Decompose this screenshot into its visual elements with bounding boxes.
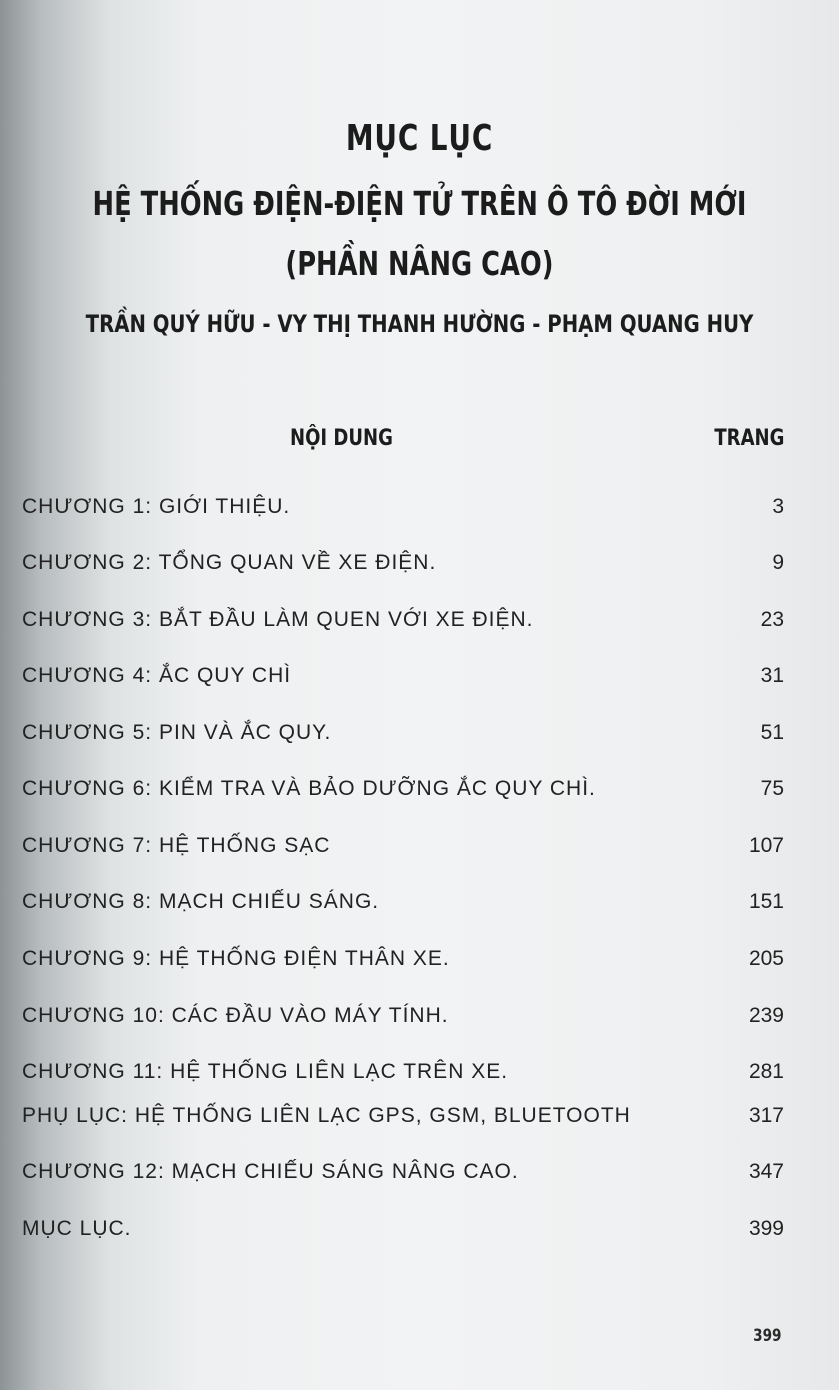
toc-entry-label: CHƯƠNG 4: ẮC QUY CHÌ	[22, 664, 292, 687]
toc-entry-label: CHƯƠNG 8: MẠCH CHIẾU SÁNG.	[22, 890, 380, 913]
toc-entry-page: 151	[748, 890, 784, 913]
toc-entry-page: 75	[760, 777, 784, 800]
toc-entry-page: 23	[760, 608, 784, 631]
page-column-header: TRANG	[713, 426, 784, 451]
toc-entry-page: 347	[748, 1160, 784, 1183]
toc-entry-page: 205	[748, 947, 784, 970]
page-number: 399	[752, 1326, 781, 1346]
toc-entry-label: CHƯƠNG 12: MẠCH CHIẾU SÁNG NÂNG CAO.	[22, 1160, 519, 1183]
book-title: HỆ THỐNG ĐIỆN-ĐIỆN TỬ TRÊN Ô TÔ ĐỜI MỚI	[92, 184, 747, 223]
toc-entry	[22, 1104, 784, 1134]
toc-entry-page: 317	[748, 1104, 784, 1127]
toc-entry	[22, 664, 784, 694]
toc-entry-label: CHƯƠNG 7: HỆ THỐNG SẠC	[22, 834, 331, 857]
toc-entry	[22, 721, 784, 751]
toc-entry-label: CHƯƠNG 1: GIỚI THIỆU.	[22, 495, 291, 518]
toc-entry	[22, 608, 784, 638]
toc-entry	[22, 1217, 784, 1247]
toc-entry-page: 51	[760, 721, 784, 744]
toc-entry-page: 3	[772, 495, 784, 518]
toc-entry-page: 281	[748, 1060, 784, 1083]
toc-entry	[22, 1160, 784, 1190]
toc-entry	[22, 1060, 784, 1090]
toc-entry-page: 107	[748, 834, 784, 857]
toc-entry-label: PHỤ LỤC: HỆ THỐNG LIÊN LẠC GPS, GSM, BLUETOOTH	[22, 1104, 631, 1127]
toc-entry-label: CHƯƠNG 10: CÁC ĐẦU VÀO MÁY TÍNH.	[22, 1004, 449, 1027]
toc-entry-label: CHƯƠNG 2: TỔNG QUAN VỀ XE ĐIỆN.	[22, 551, 437, 574]
toc-entry-page: 239	[748, 1004, 784, 1027]
toc-entry-label: CHƯƠNG 3: BẮT ĐẦU LÀM QUEN VỚI XE ĐIỆN.	[22, 608, 534, 631]
content-column-header: NỘI DUNG	[290, 426, 393, 451]
toc-entry	[22, 1004, 784, 1034]
toc-entry	[22, 551, 784, 581]
toc-entry-label: CHƯƠNG 6: KIỂM TRA VÀ BẢO DƯỠNG ẮC QUY CHÌ.	[22, 777, 596, 800]
page-title: MỤC LỤC	[345, 118, 494, 159]
toc-entry-page: 31	[760, 664, 784, 687]
toc-entry	[22, 777, 784, 807]
book-subtitle: (PHẦN NÂNG CAO)	[285, 244, 554, 283]
toc-entry-label: MỤC LỤC.	[22, 1217, 132, 1240]
toc-entry-label: CHƯƠNG 5: PIN VÀ ẮC QUY.	[22, 721, 332, 744]
toc-entry	[22, 495, 784, 525]
toc-entry-page: 9	[772, 551, 784, 574]
toc-entry	[22, 834, 784, 864]
toc-entry-page: 399	[748, 1217, 784, 1240]
toc-entry-label: CHƯƠNG 11: HỆ THỐNG LIÊN LẠC TRÊN XE.	[22, 1060, 509, 1083]
toc-entry	[22, 947, 784, 977]
book-authors: TRẦN QUÝ HỮU - VY THỊ THANH HƯỜNG - PHẠM QUANG HUY	[85, 310, 754, 338]
toc-entry	[22, 890, 784, 920]
toc-entry-label: CHƯƠNG 9: HỆ THỐNG ĐIỆN THÂN XE.	[22, 947, 450, 970]
